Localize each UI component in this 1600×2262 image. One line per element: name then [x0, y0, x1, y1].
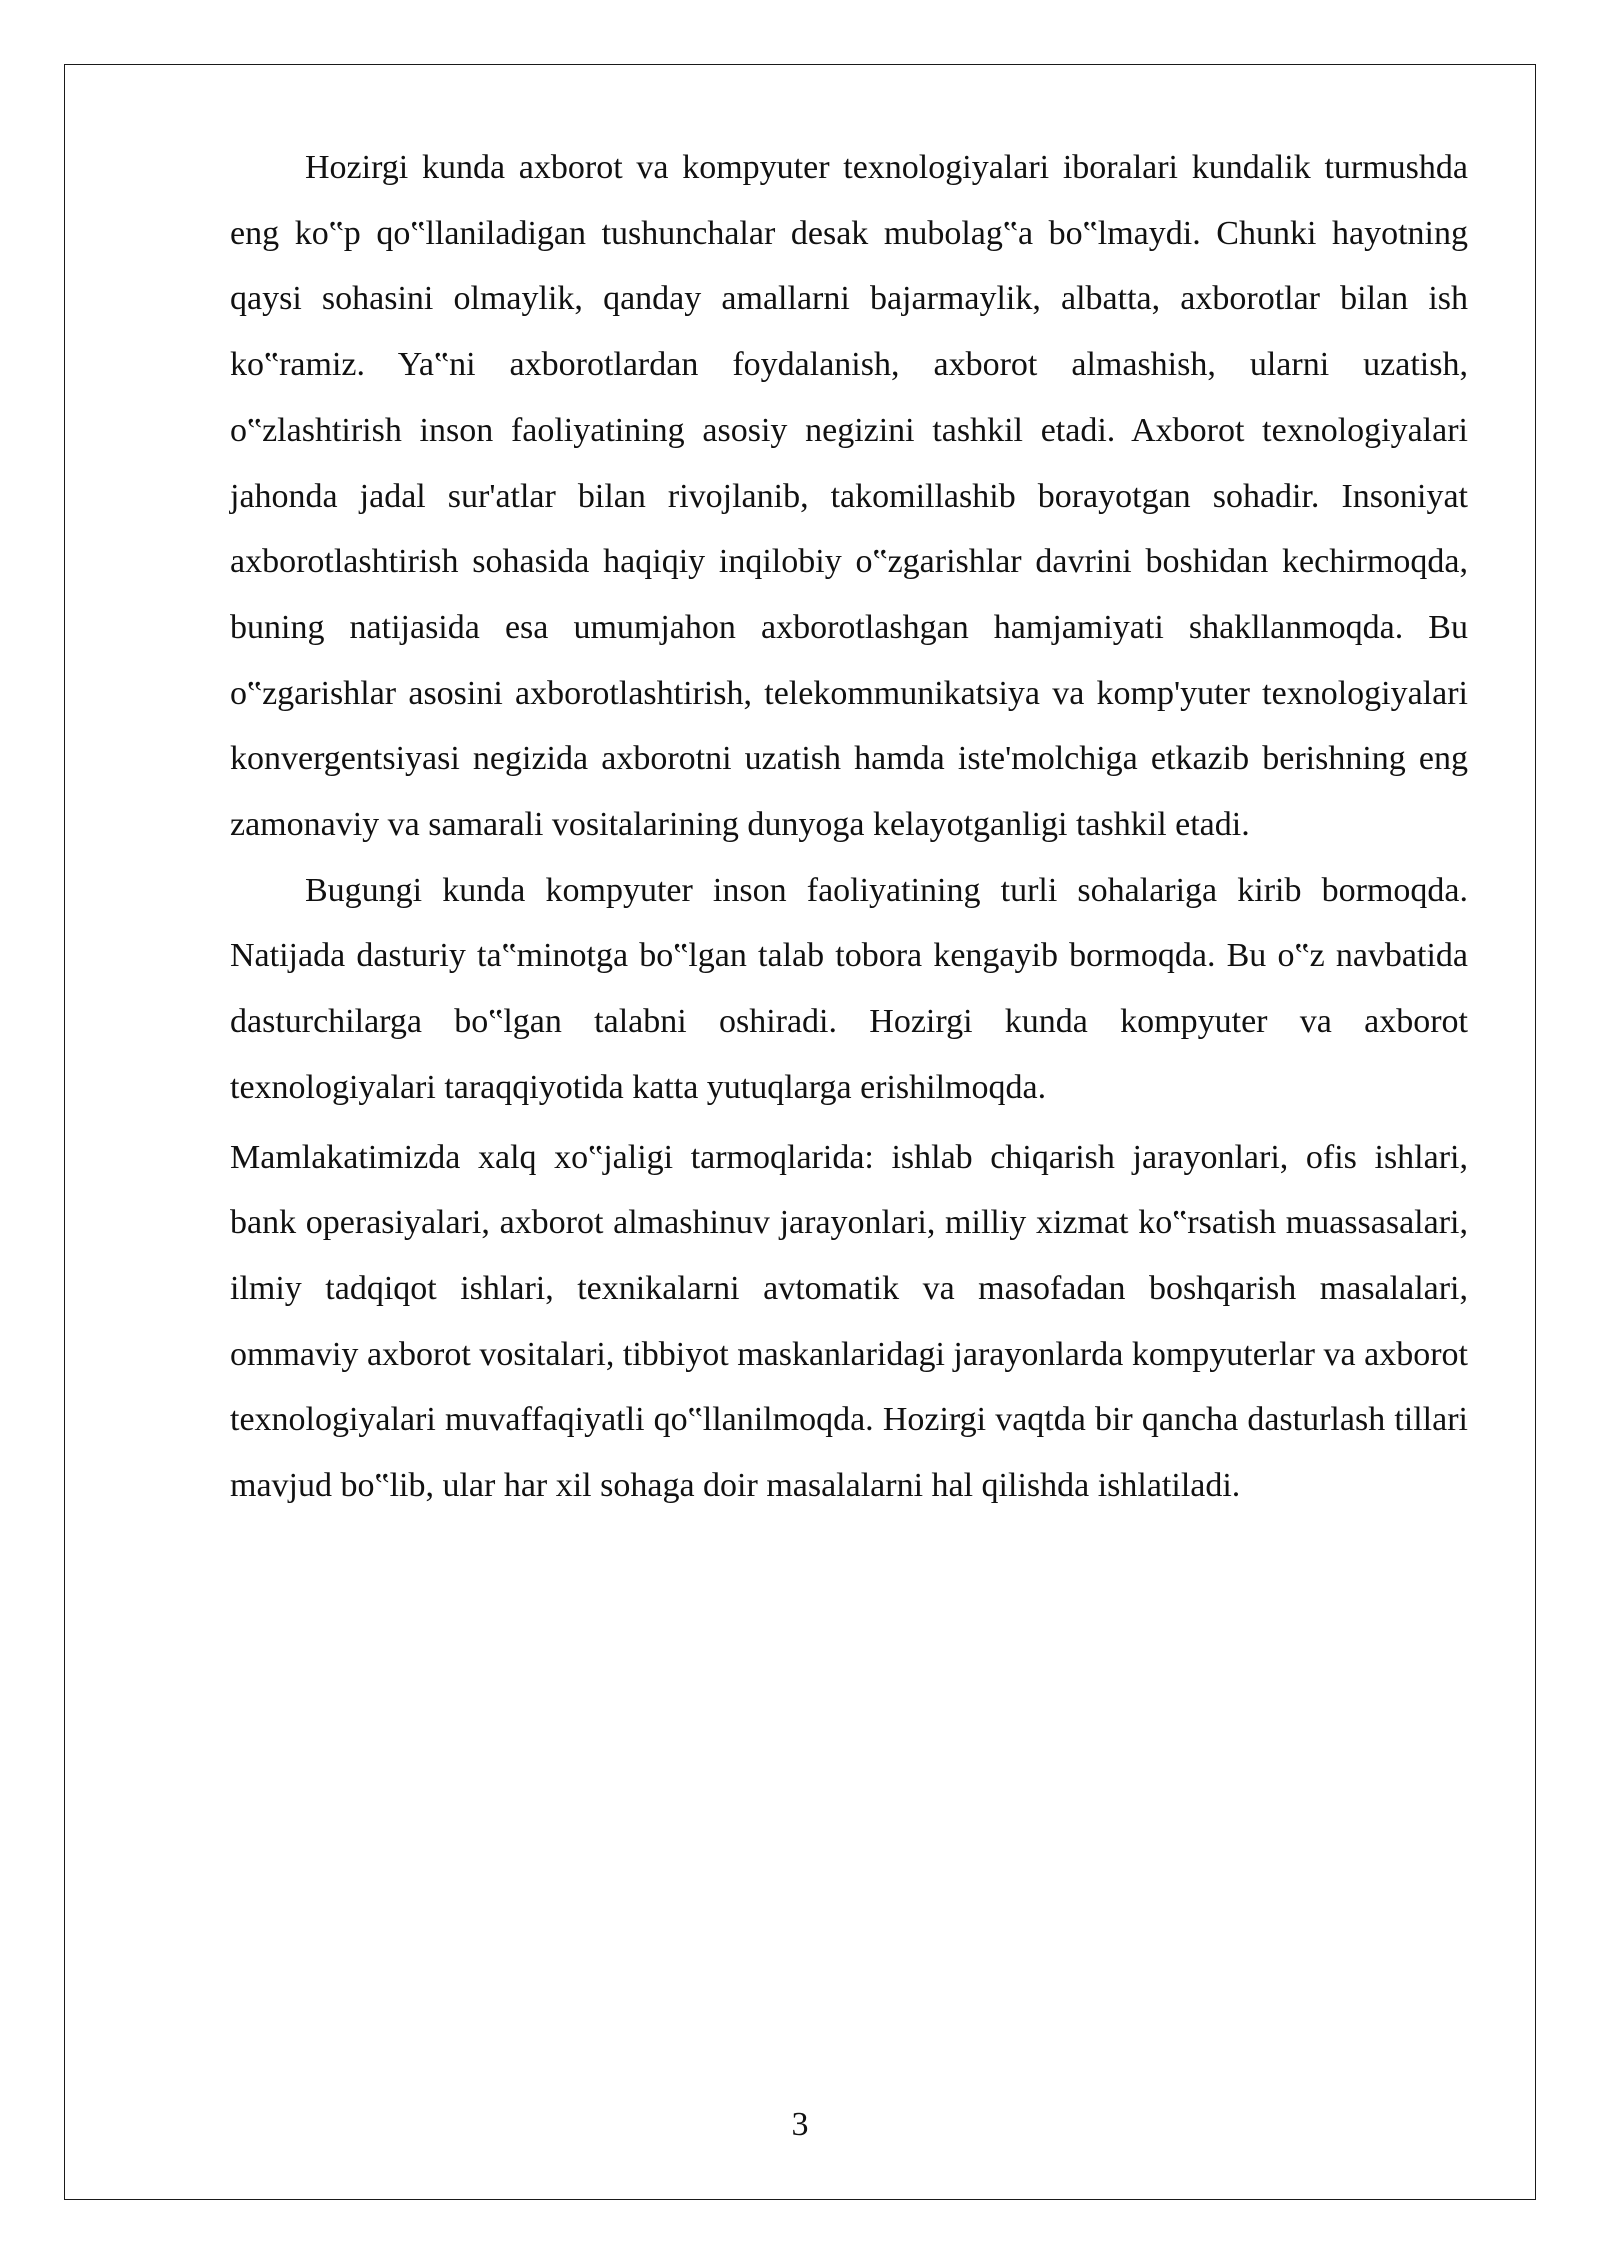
- paragraph-1: Hozirgi kunda axborot va kompyuter texnologiyalari iboralari kundalik turmushda eng ko‟p qo‟llaniladigan tushunchalar desak mubolag‟a bo‟lmaydi. Chunki hayotning qaysi sohasini olmaylik, qanday amallarni bajarmaylik, albatta, axborotlar bilan ish ko‟ramiz. Ya‟ni axborotlardan foydalanish, axborot almashish, ularni uzatish, o‟zlashtirish inson faoliyatining asosiy negizini tashkil etadi. Axborot texnologiyalari jahonda jadal sur'atlar bilan rivojlanib, takomillashib borayotgan sohadir. Insoniyat axborotlashtirish sohasida haqiqiy inqilobiy o‟zgarishlar davrini boshidan kechirmoqda, buning natijasida esa umumjahon axborotlashgan hamjamiyati shakllanmoqda. Bu o‟zgarishlar asosini axborotlashtirish, telekommunikatsiya va komp'yuter texnologiyalari konvergentsiyasi negizida axborotni uzatish hamda iste'molchiga etkazib berishning eng zamonaviy va samarali vositalarining dunyoga kelayotganligi tashkil etadi.: [230, 149, 1468, 844]
- paragraph-2: Bugungi kunda kompyuter inson faoliyatining turli sohalariga kirib bormoqda. Natijada dasturiy ta‟minotga bo‟lgan talab tobora kengayib bormoqda. Bu o‟z navbatida dasturchilarga bo‟lgan talabni oshiradi. Hozirgi kunda kompyuter va axborot texnologiyalari taraqqiyotida katta yutuqlarga erishilmoqda.: [230, 871, 1468, 1106]
- document-body: [230, 135, 1468, 1519]
- page-number: 3: [791, 2106, 809, 2143]
- paragraph-3: Mamlakatimizda xalq xo‟jaligi tarmoqlarida: ishlab chiqarish jarayonlari, ofis ishlari, bank operasiyalari, axborot almashinuv jarayonlari, milliy xizmat ko‟rsatish muassasalari, ilmiy tadqiqot ishlari, texnikalarni avtomatik va masofadan boshqarish masalalari, ommaviy axborot vositalari, tibbiyot maskanlaridagi jarayonlarda kompyuterlar va axborot texnologiyalari muvaffaqiyatli qo‟llanilmoqda. Hozirgi vaqtda bir qancha dasturlash tillari mavjud bo‟lib, ular har xil sohaga doir masalalarni hal qilishda ishlatiladi.: [230, 1138, 1468, 1505]
